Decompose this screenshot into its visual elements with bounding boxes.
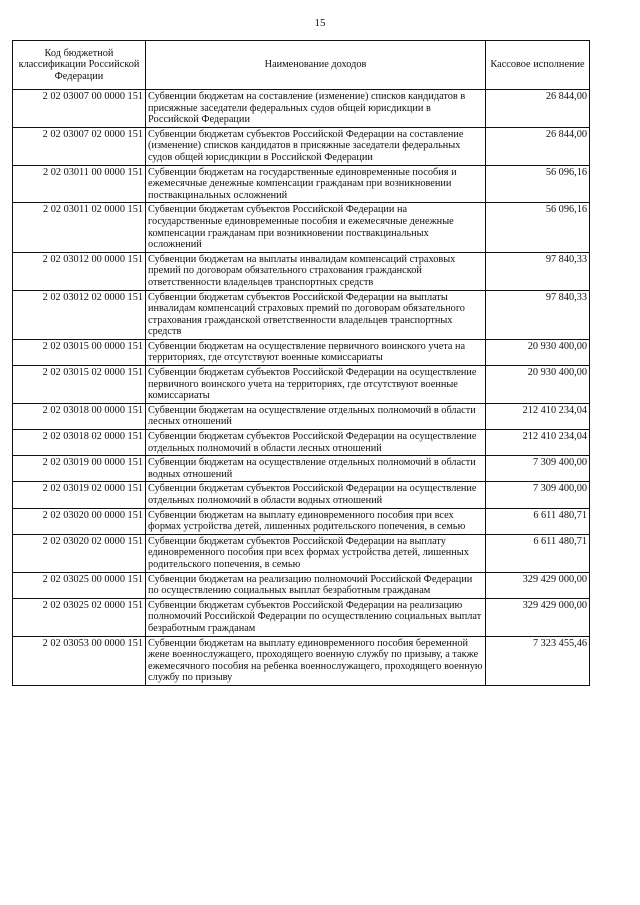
cell-amount: 329 429 000,00 (486, 572, 590, 598)
cell-code: 2 02 03025 00 0000 151 (13, 572, 146, 598)
cell-name: Субвенции бюджетам на осуществление отдельных полномочий в области водных отношений (146, 456, 486, 482)
cell-amount: 7 309 400,00 (486, 456, 590, 482)
header-name: Наименование доходов (146, 41, 486, 90)
cell-code: 2 02 03011 00 0000 151 (13, 165, 146, 203)
table-body (13, 90, 590, 686)
cell-name: Субвенции бюджетам на осуществление отдельных полномочий в области лесных отношений (146, 403, 486, 429)
cell-name: Субвенции бюджетам на выплату единовременного пособия беременной жене военнослужащего, проходящего военную службу по призыву, а также ежемесячного пособия на ребенка военнослужащего, проходящего военную службу по призыву (146, 636, 486, 685)
page-number: 15 (314, 17, 326, 29)
cell-name: Субвенции бюджетам на выплату единовременного пособия при всех формах устройства детей, лишенных родительского попечения, в семью (146, 508, 486, 534)
cell-code: 2 02 03012 00 0000 151 (13, 252, 146, 290)
revenue-table (12, 40, 590, 686)
table-row (13, 290, 590, 339)
cell-name: Субвенции бюджетам субъектов Российской Федерации на осуществление отдельных полномочий в области водных отношений (146, 482, 486, 508)
table-row (13, 90, 590, 128)
cell-name: Субвенции бюджетам субъектов Российской Федерации на составление (изменение) списков кандидатов в присяжные заседатели федеральных судов общей юрисдикции в Российской Федерации (146, 127, 486, 165)
cell-amount: 20 930 400,00 (486, 366, 590, 404)
cell-code: 2 02 03007 02 0000 151 (13, 127, 146, 165)
cell-code: 2 02 03015 00 0000 151 (13, 339, 146, 365)
cell-amount: 6 611 480,71 (486, 534, 590, 572)
cell-name: Субвенции бюджетам на составление (изменение) списков кандидатов в присяжные заседатели федеральных судов общей юрисдикции в Российской Федерации (146, 90, 486, 128)
cell-amount: 20 930 400,00 (486, 339, 590, 365)
cell-name: Субвенции бюджетам субъектов Российской Федерации на осуществление отдельных полномочий в области лесных отношений (146, 430, 486, 456)
table-row (13, 572, 590, 598)
cell-code: 2 02 03015 02 0000 151 (13, 366, 146, 404)
cell-code: 2 02 03025 02 0000 151 (13, 598, 146, 636)
cell-amount: 56 096,16 (486, 203, 590, 252)
table-row (13, 534, 590, 572)
cell-name: Субвенции бюджетам субъектов Российской Федерации на выплаты инвалидам компенсаций страховых премий по договорам обязательного страхования гражданской ответственности владельцев транспортных средств (146, 290, 486, 339)
table-row (13, 456, 590, 482)
cell-amount: 6 611 480,71 (486, 508, 590, 534)
cell-code: 2 02 03007 00 0000 151 (13, 90, 146, 128)
table-row (13, 252, 590, 290)
cell-code: 2 02 03018 02 0000 151 (13, 430, 146, 456)
table-row (13, 403, 590, 429)
cell-amount: 212 410 234,04 (486, 403, 590, 429)
table-row (13, 482, 590, 508)
cell-amount: 7 309 400,00 (486, 482, 590, 508)
table-row (13, 339, 590, 365)
table-row (13, 203, 590, 252)
table-row (13, 430, 590, 456)
cell-name: Субвенции бюджетам на реализацию полномочий Российской Федерации по осуществлению социальных выплат безработным гражданам (146, 572, 486, 598)
cell-amount: 26 844,00 (486, 90, 590, 128)
table-header-row (13, 41, 590, 90)
cell-code: 2 02 03019 02 0000 151 (13, 482, 146, 508)
cell-amount: 212 410 234,04 (486, 430, 590, 456)
header-amount: Кассовое исполнение (486, 41, 590, 90)
cell-code: 2 02 03020 00 0000 151 (13, 508, 146, 534)
cell-code: 2 02 03012 02 0000 151 (13, 290, 146, 339)
cell-amount: 97 840,33 (486, 252, 590, 290)
cell-code: 2 02 03018 00 0000 151 (13, 403, 146, 429)
header-code: Код бюджетной классификации Российской Федерации (13, 41, 146, 90)
table-row (13, 508, 590, 534)
table-row (13, 127, 590, 165)
cell-name: Субвенции бюджетам на осуществление первичного воинского учета на территориях, где отсутствуют военные комиссариаты (146, 339, 486, 365)
cell-code: 2 02 03020 02 0000 151 (13, 534, 146, 572)
table-row (13, 636, 590, 685)
table-row (13, 165, 590, 203)
cell-code: 2 02 03053 00 0000 151 (13, 636, 146, 685)
cell-name: Субвенции бюджетам на государственные единовременные пособия и ежемесячные денежные компенсации гражданам при возникновении поствакцинальных осложнений (146, 165, 486, 203)
cell-amount: 26 844,00 (486, 127, 590, 165)
cell-code: 2 02 03011 02 0000 151 (13, 203, 146, 252)
cell-amount: 97 840,33 (486, 290, 590, 339)
table-row (13, 598, 590, 636)
cell-name: Субвенции бюджетам на выплаты инвалидам компенсаций страховых премий по договорам обязательного страхования гражданской ответственности владельцев транспортных средств (146, 252, 486, 290)
cell-name: Субвенции бюджетам субъектов Российской Федерации на реализацию полномочий Российской Федерации по осуществлению социальных выплат безработным гражданам (146, 598, 486, 636)
cell-amount: 329 429 000,00 (486, 598, 590, 636)
table-row (13, 366, 590, 404)
cell-amount: 7 323 455,46 (486, 636, 590, 685)
cell-amount: 56 096,16 (486, 165, 590, 203)
cell-name: Субвенции бюджетам субъектов Российской Федерации на государственные единовременные пособия и ежемесячные денежные компенсации гражданам при возникновении поствакцинальных осложнений (146, 203, 486, 252)
cell-name: Субвенции бюджетам субъектов Российской Федерации на выплату единовременного пособия при всех формах устройства детей, лишенных родительского попечения, в семью (146, 534, 486, 572)
cell-code: 2 02 03019 00 0000 151 (13, 456, 146, 482)
cell-name: Субвенции бюджетам субъектов Российской Федерации на осуществление первичного воинского учета на территориях, где отсутствуют военные комиссариаты (146, 366, 486, 404)
